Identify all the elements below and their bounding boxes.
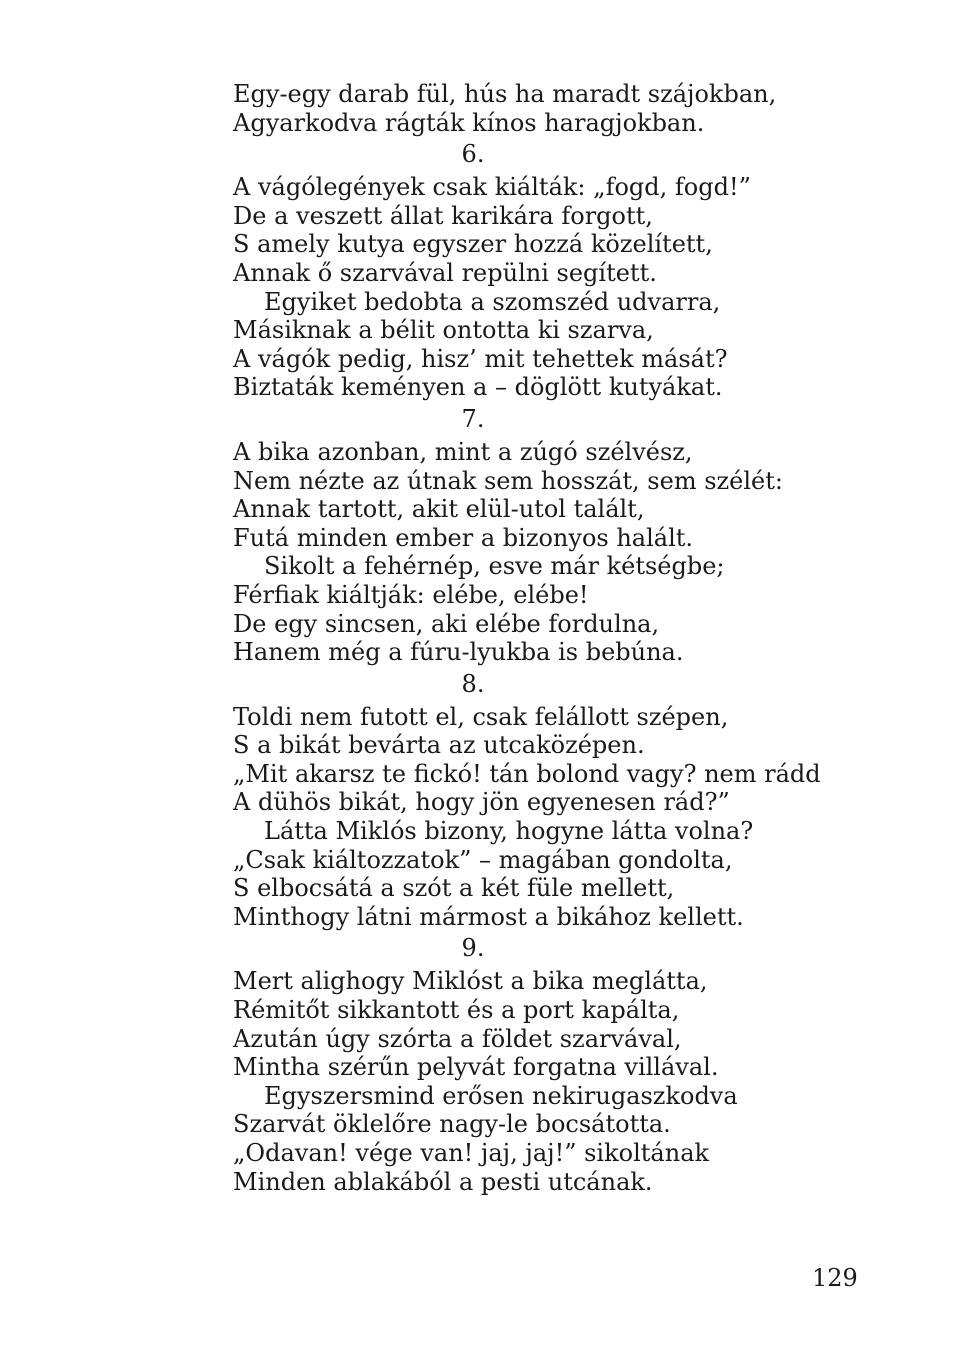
poem-text — [233, 80, 833, 1196]
stanza-number: 8. — [461, 669, 485, 698]
stanza-number: 6. — [461, 140, 485, 169]
verse-line: Annak ő szarvával repülni segített. — [233, 258, 657, 287]
verse-line: Azután úgy szórta a földet szarvával, — [233, 1024, 682, 1053]
verse-line: Egyiket bedobta a szomszéd udvarra, — [264, 287, 721, 316]
verse-line: Férfiak kiáltják: elébe, elébe! — [233, 580, 589, 609]
verse-line: Egyszersmind erősen nekirugaszkodva — [264, 1081, 738, 1110]
verse-line: Mintha szérűn pelyvát forgatna villával. — [233, 1053, 719, 1082]
verse-line: De egy sincsen, aki elébe fordulna, — [233, 609, 660, 638]
verse-line: Minden ablakából a pesti utcának. — [233, 1167, 653, 1196]
verse-line: Látta Miklós bizony, hogyne látta volna? — [264, 817, 754, 846]
stanza-number: 9. — [461, 934, 485, 963]
verse-line: A dühös bikát, hogy jön egyenesen rád?” — [233, 788, 730, 817]
verse-line: A vágólegények csak kiálták: „fogd, fogd!” — [233, 173, 751, 202]
verse-line: De a veszett állat karikára forgott, — [233, 201, 653, 230]
verse-line: „Mit akarsz te fickó! tán bolond vagy? nem rádd — [233, 759, 821, 788]
page-number: 129 — [812, 1264, 858, 1292]
verse-line: „Odavan! vége van! jaj, jaj!” sikoltának — [233, 1139, 710, 1167]
verse-line: Egy-egy darab fül, hús ha maradt szájokban, — [233, 80, 777, 108]
verse-line: „Csak kiáltozzatok” – magában gondolta, — [233, 845, 733, 874]
verse-line: Mert alighogy Miklóst a bika meglátta, — [233, 967, 708, 996]
verse-line: S a bikát bevárta az utcaközépen. — [233, 731, 645, 760]
verse-line: A bika azonban, mint a zúgó szélvész, — [233, 437, 693, 466]
verse-line: S amely kutya egyszer hozzá közelített, — [233, 230, 713, 259]
verse-line: S elbocsátá a szót a két füle mellett, — [233, 874, 675, 903]
verse-line: Hanem még a fúru-lyukba is bebúna. — [233, 638, 684, 667]
verse-line: Toldi nem futott el, csak felállott szépen, — [233, 702, 729, 731]
verse-line: Minthogy látni mármost a bikához kellett. — [233, 902, 744, 931]
verse-line: A vágók pedig, hisz’ mit tehettek mását? — [233, 344, 728, 373]
verse-line: Másiknak a bélit ontotta ki szarva, — [233, 316, 654, 345]
verse-line: Sikolt a fehérnép, esve már kétségbe; — [264, 552, 725, 581]
stanza-number: 7. — [461, 404, 485, 433]
verse-line: Agyarkodva rágták kínos haragjokban. — [233, 108, 705, 137]
verse-line: Biztaták keményen a – döglött kutyákat. — [233, 373, 723, 402]
verse-line: Annak tartott, akit elül-utol talált, — [233, 495, 645, 524]
verse-line: Rémitőt sikkantott és a port kapálta, — [233, 996, 680, 1025]
verse-line: Szarvát öklelőre nagy-le bocsátotta. — [233, 1110, 671, 1139]
verse-line: Futá minden ember a bizonyos halált. — [233, 523, 694, 552]
verse-line: Nem nézte az útnak sem hosszát, sem szélét: — [233, 466, 783, 495]
